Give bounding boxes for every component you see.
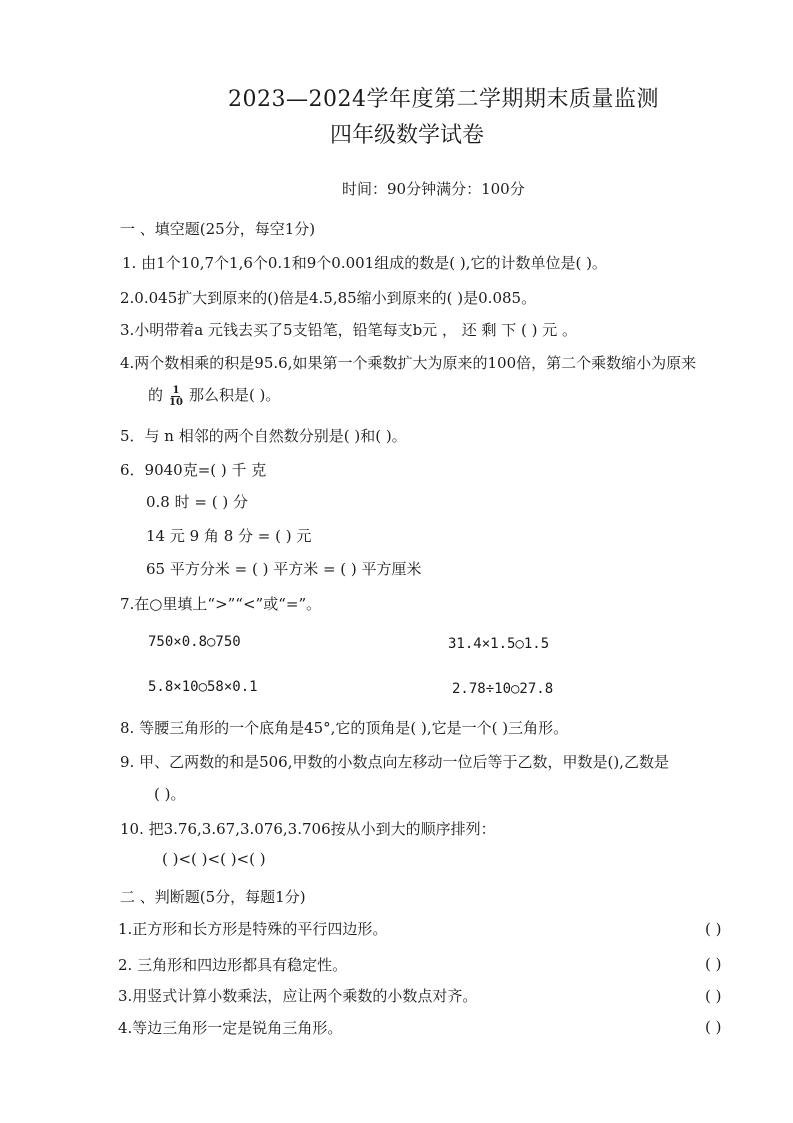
question-7c: 5.8×10○58×0.1 (148, 679, 258, 695)
question-1: 1. 由1个10,7个1,6个0.1和9个0.001组成的数是( ),它的计数单位是( )。 (122, 254, 607, 272)
exam-subtitle: 四年级数学试卷 (330, 123, 485, 148)
question-6c: 14 元 9 角 8 分 = ( ) 元 (146, 527, 312, 545)
question-4-line2 (148, 384, 280, 408)
question-6d: 65 平方分米 = ( ) 平方米 = ( ) 平方厘米 (146, 560, 422, 578)
judge-item-text: 2. 三角形和四边形都具有稳定性。 (118, 956, 348, 974)
question-7b: 31.4×1.5○1.5 (448, 636, 550, 652)
judge-item-text: 3.用竖式计算小数乘法，应让两个乘数的小数点对齐。 (118, 987, 478, 1005)
question-7d: 2.78÷10○27.8 (452, 681, 554, 697)
judge-item-2 (118, 954, 347, 975)
q4-text-post: 那么积是( )。 (188, 386, 281, 404)
question-9-line1: 9. 甲、乙两数的和是506,甲数的小数点向左移动一位后等于乙数，甲数是(),乙数是 (120, 753, 669, 771)
judge-answer-3[interactable]: ( ) (705, 987, 722, 1005)
judge-item-3 (118, 985, 477, 1006)
question-4-line1: 4.两个数相乘的积是95.6,如果第一个乘数扩大为原来的100倍，第二个乘数缩小为原来 (120, 354, 697, 372)
section2-heading: 二 、判断题(5分，每题1分) (120, 888, 306, 906)
question-9-line2: ( )。 (154, 785, 186, 803)
question-3: 3.小明带着a 元钱去买了5支铅笔，铅笔每支b元 ， 还 剩 下 ( ) 元 。 (120, 321, 578, 339)
q4-fraction-numerator: 1 (172, 384, 180, 396)
judge-answer-4[interactable]: ( ) (705, 1018, 722, 1036)
q4-text-pre: 的 (148, 386, 164, 404)
judge-answer-1[interactable]: ( ) (705, 920, 722, 938)
judge-item-text: 1.正方形和长方形是特殊的平行四边形。 (118, 920, 388, 938)
question-7: 7.在○里填上“>”“<”或“=”。 (120, 595, 322, 613)
question-2: 2.0.045扩大到原来的()倍是4.5,85缩小到原来的( )是0.085。 (120, 289, 537, 307)
time-info: 时间：90分钟满分：100分 (342, 180, 525, 198)
judge-answer-2[interactable]: ( ) (705, 955, 722, 973)
question-5: 5．与 n 相邻的两个自然数分别是( )和( )。 (120, 427, 407, 445)
question-10-line2: ( )<( )<( )<( ) (162, 850, 266, 868)
judge-item-4 (118, 1017, 342, 1038)
q4-fraction-denominator: 10 (169, 396, 183, 408)
question-7a: 750×0.8○750 (148, 634, 241, 650)
exam-title: 2023—2024学年度第二学期期末质量监测 (228, 87, 659, 112)
question-8: 8. 等腰三角形的一个底角是45°,它的顶角是( ),它是一个( )三角形。 (120, 719, 569, 737)
question-6b: 0.8 时 = ( ) 分 (146, 493, 248, 511)
question-6a: 6．9040克=( ) 千 克 (120, 461, 267, 479)
judge-item-1 (118, 918, 387, 939)
judge-item-text: 4.等边三角形一定是锐角三角形。 (118, 1019, 343, 1037)
question-10-line1: 10. 把3.76,3.67,3.076,3.706按从小到大的顺序排列： (120, 820, 496, 838)
section1-heading: 一 、填空题(25分，每空1分) (120, 220, 316, 238)
q4-fraction (169, 385, 183, 408)
